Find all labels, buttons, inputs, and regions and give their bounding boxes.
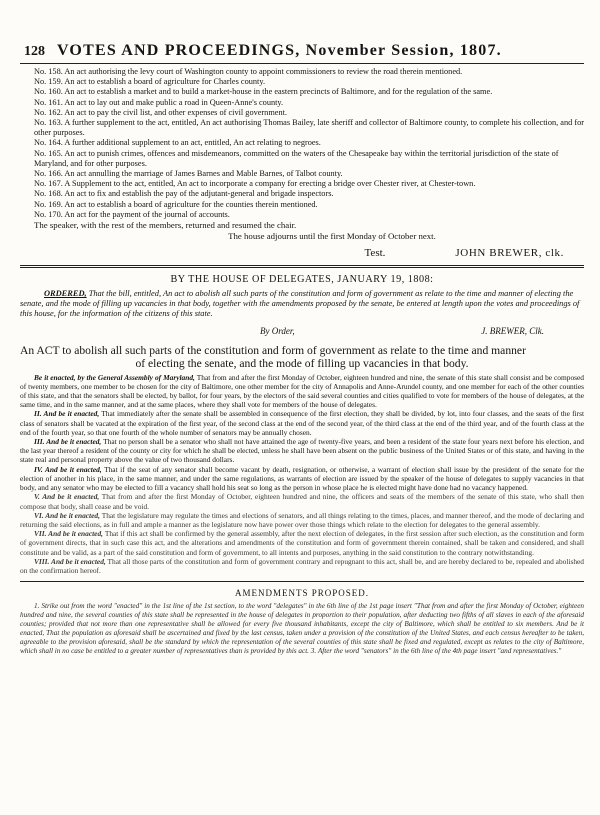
act-body	[20, 373, 584, 575]
act-section: VIII. And be it enacted, That all those parts of the constitution and form of government contrary and repugnant to this act, shall be, and are hereby declared to be, repealed and abolished on the confirmation hereof.	[20, 556, 584, 575]
act-title-line2: of electing the senate, and the mode of filling up vacancies in that body.	[135, 356, 469, 370]
amendment-paragraph: 1. Strike out from the word "enacted" in the 1st line of the 1st section, to the word "delegates" in the 6th line of the 1st page insert "That from and after the first Monday of October, eighteen hundred and nine, the several counties of this state shall be represented in the house of delegates in proportion to their population, after deducting two fifths of all slaves in each of the aforesaid counties; provided that not more than one representative shall be allowed for every five thousand inhabitants, except the city of Baltimore, which shall be entitled to six members. And be it enacted, That the population as aforesaid shall be ascertained and fixed by the last census, taken under a provision of the constitution of the United States, and each census hereafter to be taken, agreeable to the provision aforesaid, shall be the standard by which the representation of the several counties of this state shall be fixed and regulated, except as relates to the city of Baltimore, which shall in no case be entitled to a greater number of representatives than is provided by this act. 3. After the word "senators" in the 6th line of the 4th page insert "and representatives."	[20, 602, 584, 656]
acts-list	[20, 67, 584, 220]
act-item: No. 170. An act for the payment of the journal of accounts.	[34, 209, 230, 219]
act-section: VI. And be it enacted, That the legislature may regulate the times and elections of senators, and all things relating to the times, places, and manner thereof, and the mode of declaring and returning the said elections, as in full and ample a manner as the legislature now have power over those things which relate to the election for delegates to the general assembly.	[20, 510, 584, 529]
act-title-line1: An ACT to abolish all such parts of the constitution and form of government as relate to the time and manner	[20, 343, 526, 357]
section-divider	[20, 265, 584, 268]
act-item: No. 159. An act to establish a board of agriculture for Charles county.	[34, 77, 266, 87]
attestation	[20, 247, 584, 259]
act-title	[20, 344, 584, 370]
act-section: VII. And be it enacted, That if this act shall be confirmed by the general assembly, after the next election of delegates, in the first session after such election, as the constitution and form of government directs, that in such case this act, and the alterations and amendments of the constitution and form of government therein contained, shall be taken and considered, and shall constitute and be valid, as a part of the said constitution and form of government, to all intents and purposes, anything in the said constitution to the contrary notwithstanding.	[20, 529, 584, 557]
house-title: BY THE HOUSE OF DELEGATES, JANUARY 19, 1808:	[170, 274, 434, 286]
act-item: No. 158. An act authorising the levy court of Washington county to appoint commissioners to review the road therein mentioned.	[34, 67, 463, 76]
header-rule	[20, 63, 584, 64]
page-number: 128	[24, 44, 45, 59]
attest-label: Test.	[364, 247, 386, 260]
amendments-rule	[20, 581, 584, 582]
amendments-title: AMENDMENTS PROPOSED.	[234, 588, 370, 599]
page-header	[20, 42, 584, 60]
act-item: No. 167. A Supplement to the act, entitled, An act to incorporate a company for erecting a bridge over Chester river, at Chester-town.	[34, 179, 476, 189]
ordered-text: That the bill, entitled, An act to abolish all such parts of the constitution and form of government as relate to the time and manner of electing the senate, and the mode of filling up vacancies in that body, together with the amendments proposed by the senate, be entered at length upon the votes and proceedings of this house, for the information of the citizens of this state.	[20, 289, 580, 319]
by-order-label: By Order,	[260, 325, 295, 336]
ordered-paragraph	[20, 289, 584, 320]
act-item: No. 169. An act to establish a board of agriculture for the counties therein mentioned.	[34, 199, 318, 209]
act-item: No. 163. A further supplement to the act, entitled, An act authorising Thomas Bailey, late sheriff and collector of Baltimore county, to complete his collection, and for other purposes.	[34, 118, 584, 138]
act-item: No. 164. A further additional supplement to an act, entitled, An act relating to negroes.	[34, 138, 321, 148]
running-title: VOTES AND PROCEEDINGS, November Session, 1807.	[57, 42, 502, 59]
act-section: IV. And be it enacted, That if the seat of any senator shall become vacant by death, resignation, or otherwise, a warrant of election shall issue by the president of the senate for the election of another in his place, in the same manner, and under the same regulations, as warrants of election are issued by the speaker of the house of delegates to supply vacancies in that body, and any senator who may be elected to fill a vacancy shall hold his seat so long as the person in whose place he is elected might have done had no vacancy happened.	[20, 464, 584, 493]
act-item: No. 161. An act to lay out and make public a road in Queen-Anne's county.	[34, 97, 284, 107]
act-item: No. 160. An act to establish a market and to build a market-house in the eastern precincts of Baltimore, and for the regulation of the same.	[34, 87, 493, 97]
act-section: II. And be it enacted, That immediately after the senate shall be assembled in consequence of the first election, they shall be divided, by lot, into four classes, and the seats of the first class of senators shall be vacated at the expiration of the first year, of the second class at the end of the second year, of the third class at the end of the third year, and of the fourth class at the end of the fourth year, so that one fourth of the whole number of senators may be annually chosen.	[20, 409, 584, 437]
act-item: No. 165. An act to punish crimes, offences and misdemeanors, committed on the waters of the Chesapeake bay within the territorial jurisdiction of the state of Maryland, and for other purposes.	[34, 148, 559, 168]
act-section: V. And be it enacted, That from and after the first Monday of October, eighteen hundred and nine, the officers and seats of the members of the senate of this state, who shall then compose that body, shall cease and be void.	[20, 492, 584, 511]
act-item: No. 168. An act to fix and establish the pay of the adjutant-general and brigade inspectors.	[34, 189, 334, 199]
act-item: No. 166. An act annulling the marriage of James Barnes and Mable Barnes, of Talbot county.	[34, 169, 343, 179]
amendments-body	[20, 602, 584, 656]
act-section: III. And be it enacted, That no person shall be a senator who shall not have attained the age of twenty-five years, and been a resident of the state four years next before his election, and the last year thereof a resident of the county or city for which he shall be elected, unless he shall have been absent on the public business of the United States or of this state, and having in the state real and personal property above the value of two thousand dollars.	[20, 437, 584, 465]
clerk-signature: JOHN BREWER, clk.	[455, 247, 564, 260]
by-order-clerk: J. BREWER, Clk.	[481, 325, 544, 336]
speaker-line: The speaker, with the rest of the members, returned and resumed the chair.	[34, 220, 297, 231]
by-order-line	[20, 326, 584, 336]
ordered-lead: ORDERED,	[44, 289, 87, 299]
adjourn-line: The house adjourns until the first Monday of October next.	[228, 231, 436, 242]
act-section: Be it enacted, by the General Assembly of Maryland, That from and after the first Monday of October, eighteen hundred and nine, the senate of this state shall consist and be composed of twenty members, one member to be chosen for the city of Baltimore, one other member for the city of Annapolis and Anne-Arundel county, and one member for each of the other counties of this state, and that the senators shall be elected, by ballot, for four years, by the electors of the said several counties and cities qualified to vote for members of the house of delegates, at the same time, and in the same manner, and at the same places, where they shall vote for members of the house of delegates.	[20, 372, 584, 410]
act-item: No. 162. An act to pay the civil list, and other expenses of civil government.	[34, 107, 287, 117]
